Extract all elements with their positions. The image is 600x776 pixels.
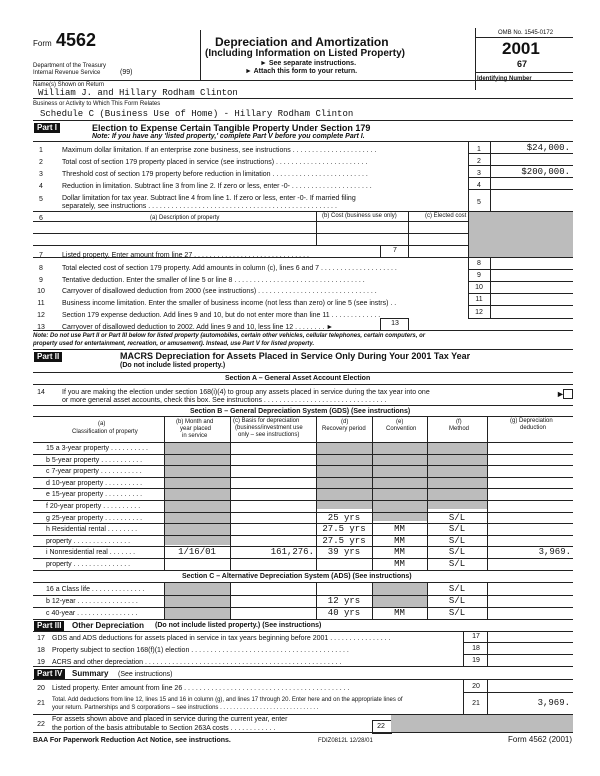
part4-title: Summary — [72, 669, 109, 678]
id-label: Identifying Number — [477, 76, 532, 82]
footer-code: FDIZ0812L 12/28/01 — [318, 738, 373, 744]
line7-text: Listed property. Enter amount from line 27 . . . . . . . . . . . . . . . . . . . . . . . . . . . . . . — [62, 252, 309, 259]
sequence-number: 67 — [517, 59, 528, 69]
gds-row-label: h Residential rental . . . . . . . . — [46, 526, 138, 534]
part1-note2a: Note: Do not use Part II or Part III below for listed property (automobiles, certain other vehicles, cellular telephones, certain computers, or — [33, 333, 426, 339]
instructions-note: ► See separate instructions. — [260, 60, 357, 67]
gds-row-label: c 7-year property . . . . . . . . . . . — [46, 468, 142, 476]
line4-text: Reduction in limitation. Subtract line 3 from line 2. If zero or less, enter -0- . . . . . . . . . . . . . . . . . . . . . — [62, 183, 372, 190]
ads-cell-f: S/L — [448, 608, 466, 618]
col-b-header: (b) Cost (business use only) — [322, 213, 397, 219]
part4-label: Part IV — [34, 669, 65, 679]
gds-cell-f: S/L — [448, 559, 466, 569]
section-b-title: Section B – General Depreciation System (GDS) (See instructions) — [190, 408, 411, 415]
line10-text: Carryover of disallowed deduction from 2000 (see instructions) . . . . . . . . . . . . . . . . . . . . . . . . . . . . . . . — [62, 288, 377, 295]
gds-cell-d: 27.5 yrs — [322, 535, 366, 546]
section-a-title: Section A – General Asset Account Election — [225, 375, 371, 382]
line9-text: Tentative deduction. Enter the smaller of line 5 or line 8 . . . . . . . . . . . . . . . . . . . . . . . . . . . . . . . . . . — [62, 277, 365, 284]
line1-text: Maximum dollar limitation. If an enterprise zone business, see instructions . . . . . . . . . . . . . . . . . . . . . . — [62, 147, 377, 154]
gds-row-label: e 15-year property . . . . . . . . . . — [46, 491, 143, 499]
part2-label: Part II — [34, 352, 62, 362]
gds-row-label: i Nonresidential real . . . . . . . — [46, 549, 136, 557]
line14-text-a: If you are making the election under section 168(i)(4) to group any assets placed in service during the tax year into one — [62, 389, 430, 396]
line2-text: Total cost of section 179 property placed in service (see instructions) . . . . . . . . . . . . . . . . . . . . . . . . — [62, 159, 368, 166]
line22-text-b: the portion of the basis attributable to Section 263A costs . . . . . . . . . . . . — [52, 725, 276, 732]
ads-cell-d: 12 yrs — [327, 596, 361, 606]
ads-cell-f: S/L — [448, 584, 466, 594]
gaa-election-checkbox[interactable] — [563, 389, 573, 399]
part3-sub: (Do not include listed property.) (See instructions) — [155, 622, 322, 629]
line17-text: GDS and ADS deductions for assets placed in service in tax years beginning before 2001 . . . . . . . . . . . . . . . . — [52, 635, 391, 642]
line13-text: Carryover of disallowed deduction to 2002. Add lines 9 and 10, less line 12 . . . . . . . . ► — [62, 324, 334, 331]
part1-note: Note: If you have any 'listed property,' complete Part V before you complete Part I. — [92, 133, 365, 140]
line8-text: Total elected cost of section 179 property. Add amounts in column (c), lines 6 and 7 . . . . . . . . . . . . . . . . . . . . — [62, 265, 397, 272]
line11-text: Business income limitation. Enter the smaller of business income (not less than zero) or line 5 (see instrs) . . — [62, 300, 397, 307]
taxpayer-name: William J. and Hillary Rodham Clinton — [38, 88, 238, 98]
footer-paperwork: BAA For Paperwork Reduction Act Notice, see instructions. — [33, 737, 231, 744]
gds-row-label: 15 a 3-year property . . . . . . . . . . — [46, 445, 148, 452]
ads-cell-d: 40 yrs — [327, 608, 361, 618]
gds-row-label: property . . . . . . . . . . . . . . . — [46, 537, 131, 545]
tax-year: 2001 — [502, 39, 540, 58]
line12-text: Section 179 expense deduction. Add lines 9 and 10, but do not enter more than line 11 . . . . . . . . . . . . . — [62, 312, 381, 319]
col-c-header: (c) Elected cost — [425, 213, 467, 219]
part1-note2b: property used for entertainment, recreation, or amusement). Instead, use Part V for listed property. — [33, 341, 315, 347]
dept-line1: Department of the Treasury — [33, 63, 107, 69]
part1-label: Part I — [34, 123, 60, 133]
line21-value: 3,969. — [537, 698, 570, 708]
gds-cell-f: S/L — [448, 524, 466, 535]
gds-row-label: property . . . . . . . . . . . . . . . — [46, 561, 131, 568]
line3-text: Threshold cost of section 179 property before reduction in limitation . . . . . . . . . . . . . . . . . . . . . . . . . — [62, 171, 368, 178]
form-subtitle: (Including Information on Listed Property) — [205, 48, 405, 59]
omb-number: OMB No. 1545-0172 — [498, 30, 554, 36]
gds-cell-g: 3,969. — [538, 547, 571, 558]
line5-text: Dollar limitation for tax year. Subtract line 4 from line 1. If zero or less, enter -0-. If married filing — [62, 195, 356, 202]
line18-text: Property subject to section 168(f)(1) election . . . . . . . . . . . . . . . . . . . . . . . . . . . . . . . . . . . . . . . . . — [52, 647, 349, 654]
gds-row-label: b 5-year property . . . . . . . . . . . — [46, 456, 143, 464]
gds-cell-f: S/L — [448, 512, 466, 523]
line21-text-b: your return. Partnerships and S corporations – see instructions . . . . . . . . . . . . . . . . . . . . . . . . . . . . . . — [52, 705, 319, 711]
line19-text: ACRS and other depreciation . . . . . . . . . . . . . . . . . . . . . . . . . . . . . . . . . . . . . . . . . . . . . . . . . . . — [52, 659, 342, 666]
col-a-header: (a) Description of property — [150, 215, 220, 221]
ads-row-label: 16 a Class life . . . . . . . . . . . . . . — [46, 586, 145, 593]
ads-cell-e: MM — [394, 608, 405, 618]
line20-text: Listed property. Enter amount from line 26 . . . . . . . . . . . . . . . . . . . . . . . . . . . . . . . . . . . . . . . . . . . — [52, 685, 350, 692]
line22-text-a: For assets shown above and placed in service during the current year, enter — [52, 716, 288, 723]
gds-cell-e: MM — [394, 524, 405, 535]
business-label: Business or Activity to Which This Form Relates — [33, 101, 161, 107]
gds-cell-f: S/L — [448, 547, 466, 558]
form-title: Depreciation and Amortization — [215, 35, 389, 49]
gds-cell-e: MM — [394, 559, 405, 569]
part1-title: Election to Expense Certain Tangible Property Under Section 179 — [92, 123, 371, 133]
form-prefix: Form — [33, 39, 52, 48]
code-99: (99) — [120, 69, 133, 76]
part2-sub: (Do not include listed property.) — [120, 362, 226, 369]
gds-cell-c: 161,276. — [270, 547, 314, 558]
line21-text-a: Total. Add deductions from line 12, lines 15 and 16 in column (g), and lines 17 through 20. Enter here and on the appropriate lines of — [52, 697, 403, 703]
gds-cell-f: S/L — [448, 535, 466, 546]
line5-text2: separately, see instructions . . . . . . . . . . . . . . . . . . . . . . . . . . . . . . . . . . . . . . . . . . . . . . . . . — [62, 203, 337, 210]
part4-sub: (See instructions) — [118, 671, 173, 678]
line3-value: $200,000. — [521, 167, 570, 177]
gds-row-label: d 10-year property . . . . . . . . . . — [46, 479, 143, 487]
gds-row-label: g 25-year property . . . . . . . . . . — [46, 514, 143, 522]
business-activity: Schedule C (Business Use of Home) - Hillary Rodham Clinton — [40, 109, 354, 119]
gds-cell-d: 25 yrs — [327, 512, 361, 523]
line14-text-b: or more general asset accounts, check this box. See instructions . . . . . . . . . . . . . . . . . . . . . . . . . . . . . . . . — [62, 397, 387, 404]
attach-note: ► Attach this form to your return. — [245, 68, 358, 75]
gds-cell-e: MM — [394, 547, 405, 558]
form-number: 4562 — [56, 30, 97, 50]
arrow-icon: ► — [556, 389, 565, 399]
part2-title: MACRS Depreciation for Assets Placed in Service Only During Your 2001 Tax Year — [120, 351, 471, 361]
gds-row-label: f 20-year property . . . . . . . . . . — [46, 503, 141, 510]
gds-cell-e: MM — [394, 535, 405, 546]
ads-cell-f: S/L — [448, 596, 466, 606]
ads-row-label: b 12-year . . . . . . . . . . . . . . . . — [46, 598, 138, 605]
gds-cell-d: 27.5 yrs — [322, 524, 366, 535]
gds-cell-b: 1/16/01 — [178, 547, 216, 558]
gds-cell-d: 39 yrs — [327, 547, 361, 558]
footer-form: Form 4562 (2001) — [508, 735, 573, 744]
part3-label: Part III — [34, 621, 64, 631]
dept-line2: Internal Revenue Service — [33, 70, 101, 76]
part3-title: Other Depreciation — [72, 621, 145, 630]
line1-value: $24,000. — [526, 143, 570, 153]
section-c-title: Section C – Alternative Depreciation System (ADS) (See instructions) — [182, 573, 412, 580]
names-label: Name(s) Shown on Return — [33, 82, 105, 88]
ads-row-label: c 40-year . . . . . . . . . . . . . . . . — [46, 610, 138, 617]
